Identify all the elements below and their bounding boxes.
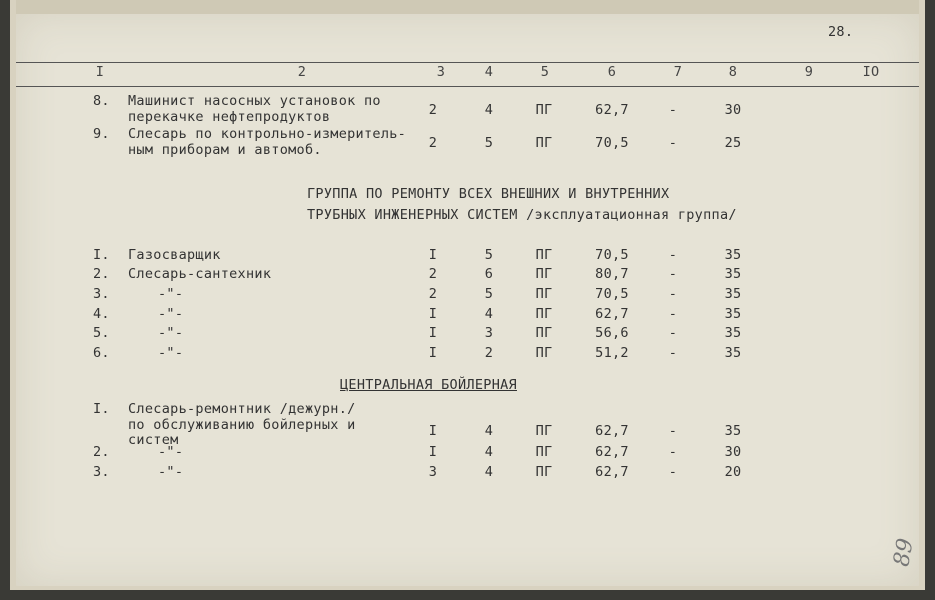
row-number: I. (93, 401, 110, 417)
cell-col4: 3 (484, 325, 494, 341)
row-name: -"- (158, 325, 184, 341)
cell-col4: 4 (484, 102, 494, 118)
cell-col3: I (428, 325, 438, 341)
column-header-8: 8 (728, 64, 738, 80)
row-name: Слесарь-ремонтник /дежурн./ (128, 401, 356, 417)
cell-col5: ПГ (535, 286, 553, 302)
cell-col8: 35 (724, 247, 742, 263)
cell-col7: - (668, 286, 678, 302)
row-name: -"- (158, 286, 184, 302)
row-number: 9. (93, 126, 110, 142)
cell-col8: 35 (724, 306, 742, 322)
cell-col7: - (668, 102, 678, 118)
cell-col6: 62,7 (595, 444, 629, 460)
cell-col4: 6 (484, 266, 494, 282)
cell-col7: - (668, 306, 678, 322)
column-header-1: I (95, 64, 105, 80)
cell-col7: - (668, 325, 678, 341)
cell-col3: 3 (428, 464, 438, 480)
cell-col3: I (428, 306, 438, 322)
row-name: -"- (158, 444, 184, 460)
cell-col5: ПГ (535, 135, 553, 151)
section-title: ЦЕНТРАЛЬНАЯ БОЙЛЕРНАЯ (340, 377, 517, 393)
cell-col3: I (428, 444, 438, 460)
cell-col5: ПГ (535, 266, 553, 282)
cell-col3: 2 (428, 102, 438, 118)
cell-col4: 4 (484, 306, 494, 322)
cell-col8: 35 (724, 345, 742, 361)
row-name: систем (128, 432, 179, 448)
row-name: Слесарь-сантехник (128, 266, 272, 282)
column-header-9: 9 (804, 64, 814, 80)
row-name: перекачке нефтепродуктов (128, 108, 331, 125)
row-name: -"- (158, 306, 184, 322)
cell-col3: I (428, 247, 438, 263)
cell-col6: 56,6 (595, 325, 629, 341)
cell-col8: 20 (724, 464, 742, 480)
cell-col3: I (428, 423, 438, 439)
cell-col6: 62,7 (595, 102, 629, 118)
section-title: ГРУППА ПО РЕМОНТУ ВСЕХ ВНЕШНИХ И ВНУТРЕННИХ (307, 186, 670, 202)
row-number: 2. (93, 266, 110, 282)
cell-col7: - (668, 247, 678, 263)
row-name: -"- (158, 464, 184, 480)
previous-page-strip (16, 0, 919, 14)
row-number: I. (93, 247, 110, 263)
cell-col4: 5 (484, 247, 494, 263)
cell-col6: 51,2 (595, 345, 629, 361)
row-number: 4. (93, 306, 110, 322)
cell-col4: 5 (484, 286, 494, 302)
cell-col5: ПГ (535, 444, 553, 460)
column-header-10: IO (862, 64, 880, 80)
cell-col5: ПГ (535, 306, 553, 322)
cell-col5: ПГ (535, 102, 553, 118)
row-name: Слесарь по контрольно-измеритель- (128, 126, 407, 142)
cell-col7: - (668, 266, 678, 282)
row-number: 3. (93, 464, 110, 480)
cell-col8: 35 (724, 286, 742, 302)
cell-col4: 5 (484, 135, 494, 151)
cell-col3: 2 (428, 135, 438, 151)
margin-pencil-note: 89 (889, 536, 919, 569)
cell-col6: 62,7 (595, 464, 629, 480)
cell-col7: - (668, 423, 678, 439)
cell-col6: 70,5 (595, 135, 629, 151)
cell-col8: 25 (724, 135, 742, 151)
cell-col8: 35 (724, 325, 742, 341)
column-header-4: 4 (484, 64, 494, 80)
row-name: ным приборам и автомоб. (128, 141, 322, 158)
cell-col6: 62,7 (595, 306, 629, 322)
column-header-6: 6 (607, 64, 617, 80)
cell-col6: 80,7 (595, 266, 629, 282)
column-header-3: 3 (436, 64, 446, 80)
row-name: по обслуживанию бойлерных и (128, 416, 356, 433)
row-number: 5. (93, 325, 110, 341)
cell-col6: 62,7 (595, 423, 629, 439)
cell-col3: I (428, 345, 438, 361)
row-name: -"- (158, 345, 184, 361)
column-header-2: 2 (297, 64, 307, 80)
cell-col4: 2 (484, 345, 494, 361)
cell-col8: 35 (724, 423, 742, 439)
cell-col4: 4 (484, 464, 494, 480)
column-header-5: 5 (540, 64, 550, 80)
cell-col8: 35 (724, 266, 742, 282)
cell-col6: 70,5 (595, 247, 629, 263)
page-number: 28. (828, 24, 854, 40)
cell-col5: ПГ (535, 464, 553, 480)
cell-col7: - (668, 345, 678, 361)
row-name: Машинист насосных установок по (128, 93, 381, 109)
cell-col5: ПГ (535, 247, 553, 263)
section-title: ТРУБНЫХ ИНЖЕНЕРНЫХ СИСТЕМ /эксплуатационная группа/ (307, 207, 737, 223)
row-number: 2. (93, 444, 110, 460)
row-name: Газосварщик (128, 247, 221, 263)
cell-col5: ПГ (535, 423, 553, 439)
cell-col8: 30 (724, 444, 742, 460)
cell-col7: - (668, 464, 678, 480)
cell-col4: 4 (484, 423, 494, 439)
row-number: 6. (93, 345, 110, 361)
cell-col7: - (668, 444, 678, 460)
cell-col8: 30 (724, 102, 742, 118)
cell-col5: ПГ (535, 325, 553, 341)
header-rule-bottom (16, 86, 919, 87)
cell-col4: 4 (484, 444, 494, 460)
column-header-7: 7 (673, 64, 683, 80)
row-number: 3. (93, 286, 110, 302)
cell-col6: 70,5 (595, 286, 629, 302)
cell-col3: 2 (428, 286, 438, 302)
header-rule-top (16, 62, 919, 63)
cell-col7: - (668, 135, 678, 151)
row-number: 8. (93, 93, 110, 109)
cell-col3: 2 (428, 266, 438, 282)
cell-col5: ПГ (535, 345, 553, 361)
